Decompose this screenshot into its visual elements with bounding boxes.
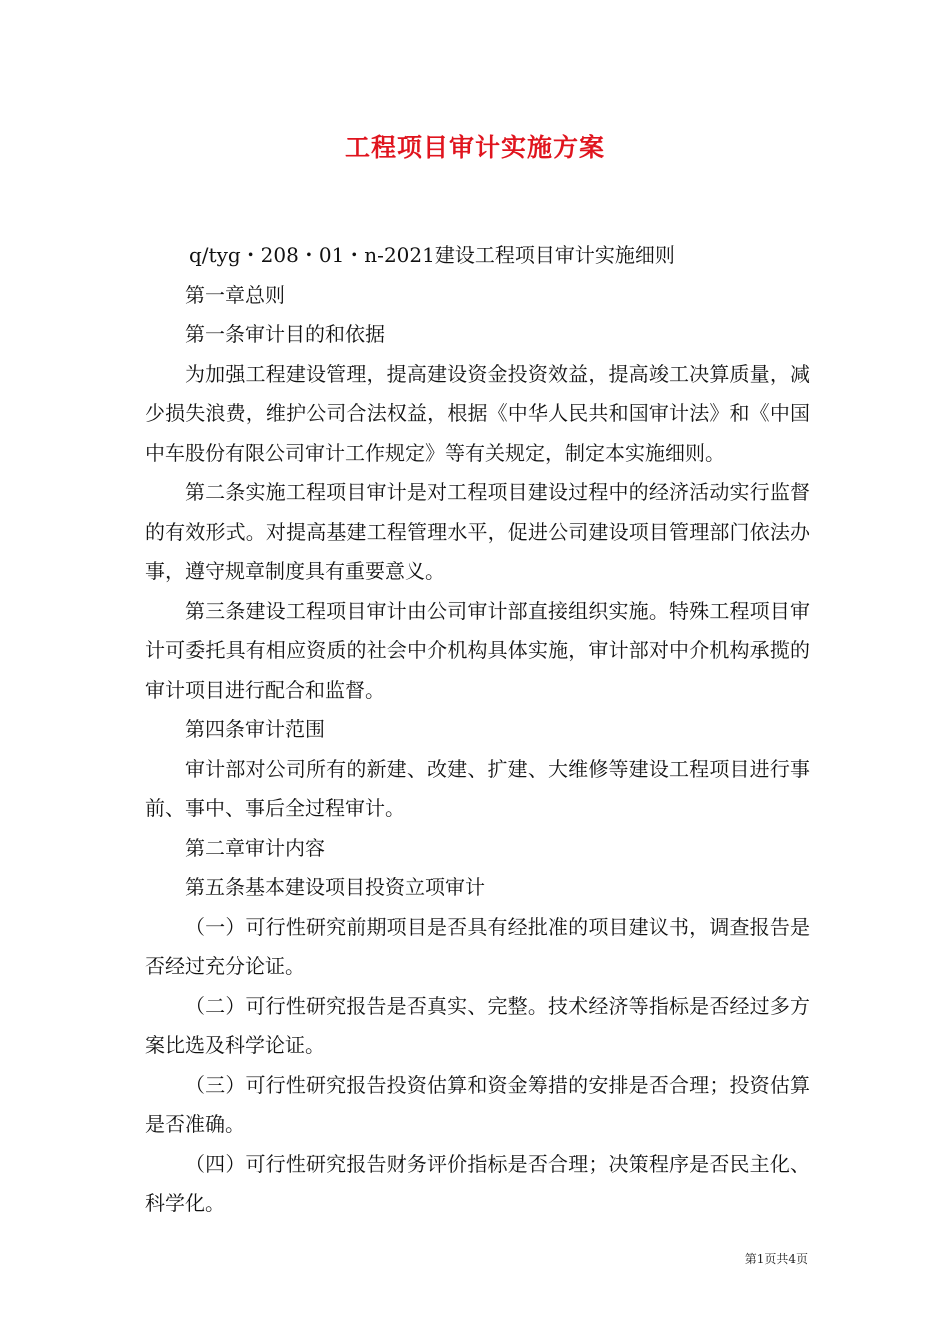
paragraph-article-5-title: 第五条基本建设项目投资立项审计 [185,875,485,899]
paragraph-standard-id: q/tyg・208・01・n-2021建设工程项目审计实施细则 [189,243,675,267]
paragraph-item-1: （一）可行性研究前期项目是否具有经批准的项目建议书，调查报告是否经过充分论证。 [145,914,810,978]
document-title: 工程项目审计实施方案 [344,133,605,162]
paragraph-chapter-1: 第一章总则 [185,282,285,307]
paragraph-article-2: 第二条实施工程项目审计是对工程项目建设过程中的经济活动实行监督的有效形式。对提高基建工程管理水平，促进公司建设项目管理部门依法办事，遵守规章制度具有重要意义。 [145,480,810,583]
document-body [145,236,810,1224]
paragraph-item-4: （四）可行性研究报告财务评价指标是否合理；决策程序是否民主化、科学化。 [145,1151,810,1215]
paragraph-item-3: （三）可行性研究报告投资估算和资金筹措的安排是否合理；投资估算是否准确。 [145,1072,810,1136]
paragraph-article-4-title: 第四条审计范围 [185,717,325,741]
paragraph-item-2: （二）可行性研究报告是否真实、完整。技术经济等指标是否经过多方案比选及科学论证。 [145,993,810,1057]
paragraph-article-3: 第三条建设工程项目审计由公司审计部直接组织实施。特殊工程项目审计可委托具有相应资质的社会中介机构具体实施，审计部对中介机构承揽的审计项目进行配合和监督。 [145,598,810,702]
paragraph-article-1-body: 为加强工程建设管理，提高建设资金投资效益，提高竣工决算质量，减少损失浪费，维护公司合法权益，根据《中华人民共和国审计法》和《中国中车股份有限公司审计工作规定》等有关规定，制定本实施细则。 [145,361,810,465]
paragraph-chapter-2: 第二章审计内容 [185,835,325,860]
paragraph-article-1-title: 第一条审计目的和依据 [185,322,385,346]
page-number-footer: 第1页共4页 [744,1252,808,1266]
paragraph-article-4-body: 审计部对公司所有的新建、改建、扩建、大维修等建设工程项目进行事前、事中、事后全过程审计。 [145,756,810,820]
